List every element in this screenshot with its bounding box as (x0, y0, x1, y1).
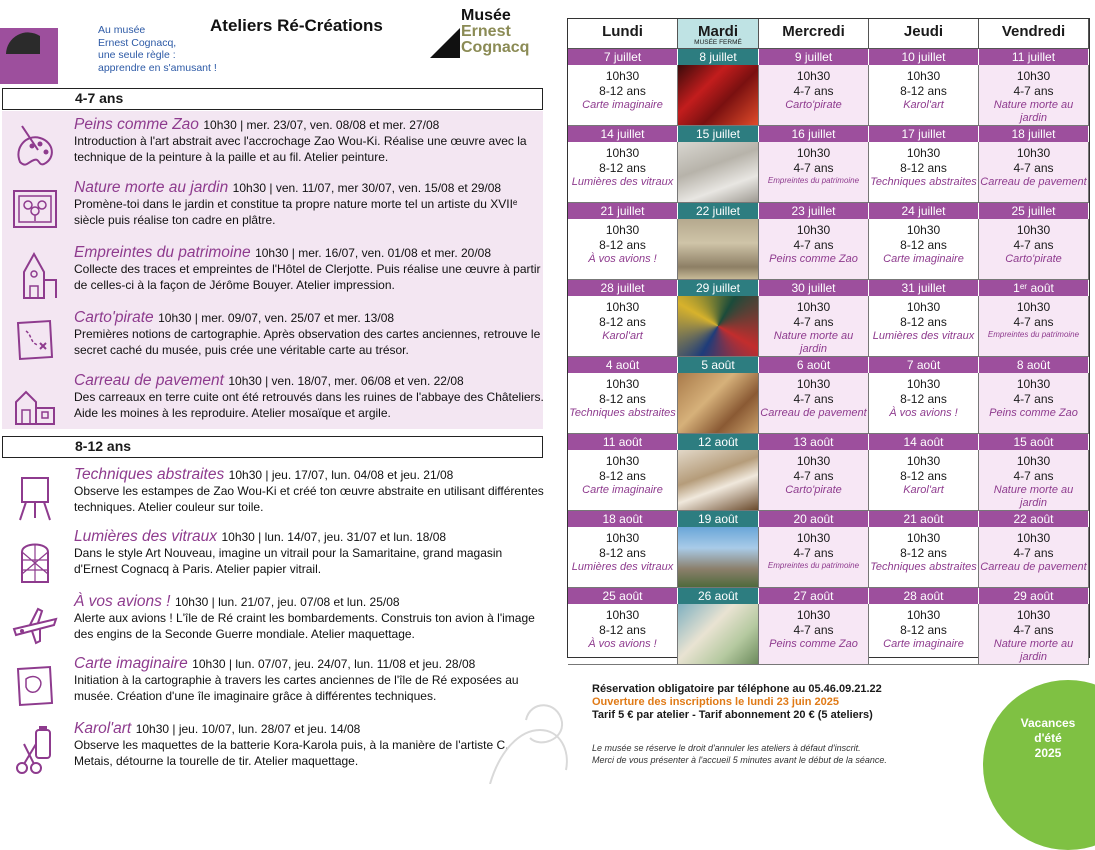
slot-time: 10h30 (1016, 300, 1051, 314)
slot-time: 10h30 (605, 531, 640, 545)
date-cell: 23 juillet (759, 203, 869, 219)
schedule-slot (568, 527, 678, 588)
date-cell: 22 juillet (678, 203, 759, 219)
badge-line: Vacances (1020, 716, 1076, 730)
schedule-slot (869, 65, 979, 126)
calendar-table (567, 18, 1090, 663)
workshop-entry (74, 372, 544, 421)
date-cell: 5 août (678, 357, 759, 373)
slot-activity: Nature morte au jardin (993, 99, 1074, 124)
workshop-schedule: 10h30 | lun. 21/07, jeu. 07/08 et lun. 25/08 (174, 595, 400, 609)
schedule-slot (869, 373, 979, 434)
page-title: Ateliers Ré-Créations (210, 16, 383, 35)
workshop-description: Promène-toi dans le jardin et constitue ta propre nature morte tel un artiste du XVIIᵉ siècle puis réalise ton cadre en plâtre. (74, 197, 518, 227)
date-cell: 25 août (568, 588, 678, 604)
workshop-entry (74, 593, 544, 642)
notes (592, 742, 887, 766)
date-cell: 18 août (568, 511, 678, 527)
date-cell: 16 juillet (759, 126, 869, 142)
day-header-vendredi (979, 19, 1089, 49)
section-header-4-7: 4-7 ans (2, 88, 543, 110)
schedule-slot (869, 450, 979, 511)
schedule-slot (979, 604, 1089, 665)
date-cell: 24 juillet (869, 203, 979, 219)
schedule-slot (759, 142, 869, 203)
schedule-slot (869, 142, 979, 203)
slot-time: 10h30 (605, 146, 640, 160)
workshop-photo (678, 450, 759, 511)
tagline-line: apprendre en s'amusant ! (98, 61, 217, 74)
date-cell: 19 août (678, 511, 759, 527)
date-cell: 31 juillet (869, 280, 979, 296)
slot-activity: Lumières des vitraux (872, 330, 975, 342)
registration-opening: Ouverture des inscriptions le lundi 23 juin 2025 (592, 696, 839, 708)
slot-time: 10h30 (796, 146, 831, 160)
workshop-entry (74, 528, 544, 577)
day-label: Mercredi (782, 23, 845, 40)
workshop-schedule: 10h30 | mer. 16/07, ven. 01/08 et mer. 20/08 (255, 246, 492, 260)
slot-age: 4-7 ans (793, 84, 834, 98)
slot-activity: À vos avions ! (588, 638, 657, 650)
schedule-slot (568, 65, 678, 126)
slot-time: 10h30 (605, 608, 640, 622)
day-header-lundi (568, 19, 678, 49)
slot-age: 4-7 ans (793, 469, 834, 483)
tagline-line: Ernest Cognacq, (98, 36, 177, 49)
date-cell: 8 juillet (678, 49, 759, 65)
slot-age: 8-12 ans (599, 238, 646, 252)
date-cell: 29 juillet (678, 280, 759, 296)
date-cell: 18 juillet (979, 126, 1089, 142)
schedule-slot (979, 527, 1089, 588)
date-cell: 6 août (759, 357, 869, 373)
date-cell: 11 juillet (979, 49, 1089, 65)
slot-age: 4-7 ans (793, 623, 834, 637)
slot-time: 10h30 (906, 531, 941, 545)
slot-activity: Karol'art (903, 99, 944, 111)
portrait-sketch-icon (470, 690, 580, 784)
schedule-slot (759, 373, 869, 434)
schedule-slot (979, 296, 1089, 357)
schedule-slot (979, 142, 1089, 203)
slot-age: 4-7 ans (793, 546, 834, 560)
slot-time: 10h30 (796, 300, 831, 314)
slot-time: 10h30 (796, 608, 831, 622)
slot-age: 8-12 ans (599, 469, 646, 483)
slot-age: 8-12 ans (900, 546, 947, 560)
slot-activity: Empreintes du patrimoine (767, 561, 860, 570)
workshop-schedule: 10h30 | mer. 23/07, ven. 08/08 et mer. 27/08 (203, 118, 440, 132)
date-cell: 13 août (759, 434, 869, 450)
slot-time: 10h30 (796, 69, 831, 83)
workshop-photo (678, 219, 759, 280)
abbey-icon (10, 378, 60, 428)
workshop-description: Alerte aux avions ! L'île de Ré craint les bombardements. Construis ton avion à l'image des engins de la Seconde Guerre mondiale. Atelier maquettage. (74, 611, 535, 641)
slot-time: 10h30 (906, 223, 941, 237)
date-cell: 27 août (759, 588, 869, 604)
logo-line: Cognacq (461, 39, 530, 56)
slot-activity: Empreintes du patrimoine (767, 176, 860, 185)
slot-age: 4-7 ans (1013, 315, 1054, 329)
slot-time: 10h30 (1016, 69, 1051, 83)
workshop-description: Des carreaux en terre cuite ont été retrouvés dans les ruines de l'abbaye des Châteliers. Aide les moines à les reproduire. Atelier mosaïque et argile. (74, 390, 544, 420)
palette-icon (10, 122, 60, 172)
slot-activity: Techniques abstraites (870, 176, 977, 188)
slot-time: 10h30 (796, 531, 831, 545)
slot-age: 4-7 ans (1013, 546, 1054, 560)
workshop-photo (678, 604, 759, 665)
flowers-frame-icon (10, 185, 60, 235)
slot-time: 10h30 (1016, 608, 1051, 622)
slot-activity: Empreintes du patrimoine (987, 330, 1080, 339)
schedule-slot (759, 219, 869, 280)
schedule-slot (568, 296, 678, 357)
slot-time: 10h30 (605, 300, 640, 314)
slot-time: 10h30 (1016, 531, 1051, 545)
day-header-mercredi (759, 19, 869, 49)
slot-age: 8-12 ans (599, 315, 646, 329)
museum-logo-icon (428, 26, 462, 60)
workshop-title: Nature morte au jardin (74, 179, 229, 196)
workshop-photo (678, 373, 759, 434)
workshop-schedule: 10h30 | lun. 07/07, jeu. 24/07, lun. 11/08 et jeu. 28/08 (192, 657, 476, 671)
date-cell: 20 août (759, 511, 869, 527)
date-cell: 21 août (869, 511, 979, 527)
slot-age: 8-12 ans (599, 161, 646, 175)
date-cell: 14 août (869, 434, 979, 450)
date-cell: 11 août (568, 434, 678, 450)
schedule-slot (568, 373, 678, 434)
tagline-line: Au musée (98, 24, 146, 36)
slot-time: 10h30 (906, 377, 941, 391)
schedule-slot (759, 527, 869, 588)
slot-age: 8-12 ans (900, 469, 947, 483)
schedule-slot (759, 65, 869, 126)
slot-activity: Carte imaginaire (883, 638, 964, 650)
slot-activity: Karol'art (602, 330, 643, 342)
slot-age: 8-12 ans (900, 161, 947, 175)
workshop-entry (74, 244, 544, 293)
treasure-map-icon (10, 315, 60, 365)
workshop-title: Carto'pirate (74, 309, 154, 326)
slot-age: 4-7 ans (1013, 84, 1054, 98)
badge-line: 2025 (1034, 746, 1062, 760)
slot-time: 10h30 (906, 608, 941, 622)
easel-icon (10, 472, 60, 522)
reservation-info (592, 683, 882, 722)
slot-age: 8-12 ans (900, 392, 947, 406)
slot-activity: Carte imaginaire (883, 253, 964, 265)
summer-badge-text (1013, 716, 1083, 761)
workshop-schedule: 10h30 | jeu. 17/07, lun. 04/08 et jeu. 21/08 (228, 468, 454, 482)
slot-time: 10h30 (1016, 223, 1051, 237)
museum-logo (461, 8, 529, 56)
slot-activity: Techniques abstraites (569, 407, 676, 419)
date-cell: 30 juillet (759, 280, 869, 296)
slot-activity: Carreau de pavement (760, 407, 867, 419)
note-line: Le musée se réserve le droit d'annuler les ateliers à défaut d'inscrit. (592, 743, 861, 753)
workshop-schedule: 10h30 | ven. 11/07, mer 30/07, ven. 15/08 et 29/08 (232, 181, 502, 195)
workshop-title: Empreintes du patrimoine (74, 244, 251, 261)
workshop-schedule: 10h30 | ven. 18/07, mer. 06/08 et ven. 22/08 (228, 374, 464, 388)
schedule-slot (979, 65, 1089, 126)
slot-age: 4-7 ans (1013, 161, 1054, 175)
date-cell: 8 août (979, 357, 1089, 373)
date-cell: 15 juillet (678, 126, 759, 142)
slot-age: 8-12 ans (900, 623, 947, 637)
closed-note: MUSÉE FERMÉ (694, 39, 742, 46)
slot-activity: Lumières des vitraux (571, 176, 674, 188)
day-header-jeudi (869, 19, 979, 49)
island-map-icon (10, 661, 60, 711)
slot-time: 10h30 (605, 223, 640, 237)
slot-activity: À vos avions ! (889, 407, 958, 419)
schedule-slot (869, 296, 979, 357)
slot-time: 10h30 (906, 300, 941, 314)
date-cell: 28 juillet (568, 280, 678, 296)
slot-activity: Nature morte au jardin (773, 330, 854, 355)
workshop-schedule: 10h30 | lun. 14/07, jeu. 31/07 et lun. 18/08 (221, 530, 447, 544)
slot-time: 10h30 (605, 454, 640, 468)
slot-age: 4-7 ans (1013, 238, 1054, 252)
summer-badge (983, 680, 1095, 850)
slot-activity: Karol'art (903, 484, 944, 496)
slot-activity: Carte imaginaire (582, 99, 663, 111)
date-cell: 12 août (678, 434, 759, 450)
workshop-entry (74, 309, 544, 358)
corner-decoration (0, 26, 60, 84)
workshop-photo (678, 527, 759, 588)
workshop-description: Dans le style Art Nouveau, imagine un vitrail pour la Samaritaine, grand magasin d'Ernest Cognacq à Paris. Atelier papier vitrail. (74, 546, 503, 576)
date-cell: 29 août (979, 588, 1089, 604)
reservation-phone: Réservation obligatoire par téléphone au 05.46.09.21.22 (592, 683, 882, 695)
slot-activity: Nature morte au jardin (993, 484, 1074, 509)
slot-time: 10h30 (605, 69, 640, 83)
date-cell: 15 août (979, 434, 1089, 450)
slot-activity: Peins comme Zao (989, 407, 1078, 419)
slot-age: 4-7 ans (793, 392, 834, 406)
slot-time: 10h30 (906, 69, 941, 83)
stained-glass-icon (10, 534, 60, 584)
slot-age: 4-7 ans (1013, 623, 1054, 637)
workshop-description: Observe les maquettes de la batterie Kora-Karola puis, à la manière de l'artiste C. Metais, détourne la tourelle de tir. Atelier maquettage. (74, 738, 509, 768)
slot-activity: Carte imaginaire (582, 484, 663, 496)
workshop-entry (74, 466, 544, 515)
slot-time: 10h30 (796, 454, 831, 468)
schedule-slot (979, 219, 1089, 280)
slot-age: 4-7 ans (793, 238, 834, 252)
date-cell: 21 juillet (568, 203, 678, 219)
workshop-description: Initiation à la cartographie à travers les cartes anciennes de l'île de Ré exposées au musée. Création d'une île imaginaire grâce à différentes techniques. (74, 673, 519, 703)
workshop-title: Peins comme Zao (74, 116, 199, 133)
slot-activity: Techniques abstraites (870, 561, 977, 573)
schedule-slot (759, 450, 869, 511)
date-cell: 17 juillet (869, 126, 979, 142)
slot-age: 4-7 ans (793, 315, 834, 329)
workshop-entry (74, 116, 544, 165)
date-cell: 10 juillet (869, 49, 979, 65)
airplane-icon (10, 599, 60, 649)
date-cell: 7 août (869, 357, 979, 373)
date-cell: 9 juillet (759, 49, 869, 65)
slot-activity: Carto'pirate (785, 99, 842, 111)
church-icon (10, 250, 60, 300)
slot-time: 10h30 (906, 454, 941, 468)
slot-age: 8-12 ans (599, 623, 646, 637)
slot-time: 10h30 (1016, 146, 1051, 160)
schedule-slot (759, 604, 869, 665)
workshop-schedule: 10h30 | mer. 09/07, ven. 25/07 et mer. 13/08 (158, 311, 395, 325)
slot-activity: Carto'pirate (1005, 253, 1062, 265)
schedule-slot (869, 604, 979, 665)
note-line: Merci de vous présenter à l'accueil 5 minutes avant le début de la séance. (592, 755, 887, 765)
slot-age: 4-7 ans (793, 161, 834, 175)
schedule-slot (869, 219, 979, 280)
workshop-description: Premières notions de cartographie. Après observation des cartes anciennes, retrouve le secret caché du musée, puis crée une véritable carte au trésor. (74, 327, 541, 357)
date-cell: 1ᵉʳ août (979, 280, 1089, 296)
workshop-photo (678, 142, 759, 203)
day-label: Lundi (602, 23, 643, 40)
slot-activity: Carreau de pavement (980, 176, 1087, 188)
pricing: Tarif 5 € par atelier - Tarif abonnement 20 € (5 ateliers) (592, 709, 873, 721)
workshop-title: Techniques abstraites (74, 466, 225, 483)
workshop-description: Observe les estampes de Zao Wou-Ki et créé ton œuvre abstraite en utilisant différentes techniques. Atelier couleur sur toile. (74, 484, 544, 514)
workshop-title: Carte imaginaire (74, 655, 188, 672)
schedule-slot (759, 296, 869, 357)
date-cell: 4 août (568, 357, 678, 373)
workshop-title: Carreau de pavement (74, 372, 224, 389)
workshop-title: Karol'art (74, 720, 132, 737)
workshop-schedule: 10h30 | jeu. 10/07, lun. 28/07 et jeu. 14/08 (135, 722, 361, 736)
tagline-line: une seule règle : (98, 49, 176, 61)
logo-line: Ernest (461, 23, 511, 40)
scissors-glue-icon (10, 726, 60, 776)
slot-age: 8-12 ans (599, 392, 646, 406)
workshop-photo (678, 296, 759, 357)
slot-age: 4-7 ans (1013, 469, 1054, 483)
slot-activity: Nature morte au jardin (993, 638, 1074, 663)
schedule-slot (568, 450, 678, 511)
date-cell: 28 août (869, 588, 979, 604)
day-header-mardi (678, 19, 759, 49)
slot-age: 8-12 ans (900, 84, 947, 98)
slot-age: 8-12 ans (900, 238, 947, 252)
date-cell: 14 juillet (568, 126, 678, 142)
badge-line: d'été (1034, 731, 1062, 745)
slot-activity: Carreau de pavement (980, 561, 1087, 573)
slot-time: 10h30 (1016, 377, 1051, 391)
slot-time: 10h30 (796, 377, 831, 391)
slot-time: 10h30 (1016, 454, 1051, 468)
slot-activity: Lumières des vitraux (571, 561, 674, 573)
slot-age: 8-12 ans (900, 315, 947, 329)
slot-activity: Peins comme Zao (769, 253, 858, 265)
slot-time: 10h30 (906, 146, 941, 160)
schedule-slot (568, 219, 678, 280)
day-label: Vendredi (1001, 23, 1066, 40)
schedule-slot (979, 450, 1089, 511)
workshop-title: Lumières des vitraux (74, 528, 218, 545)
day-label: Mardi (697, 23, 738, 40)
date-cell: 25 juillet (979, 203, 1089, 219)
schedule-slot (568, 142, 678, 203)
date-cell: 22 août (979, 511, 1089, 527)
schedule-slot (979, 373, 1089, 434)
slot-age: 4-7 ans (1013, 392, 1054, 406)
slot-activity: Carto'pirate (785, 484, 842, 496)
day-label: Jeudi (903, 23, 944, 40)
slot-age: 8-12 ans (599, 546, 646, 560)
workshop-description: Introduction à l'art abstrait avec l'accrochage Zao Wou-Ki. Réalise une œuvre avec la technique de la peinture à la paille et au fil. Atelier peinture. (74, 134, 527, 164)
date-cell: 26 août (678, 588, 759, 604)
workshop-entry (74, 179, 544, 228)
workshop-photo (678, 65, 759, 126)
section-header-8-12: 8-12 ans (2, 436, 543, 458)
date-cell: 7 juillet (568, 49, 678, 65)
slot-time: 10h30 (605, 377, 640, 391)
slot-time: 10h30 (796, 223, 831, 237)
slot-activity: Peins comme Zao (769, 638, 858, 650)
schedule-slot (568, 604, 678, 665)
workshop-description: Collecte des traces et empreintes de l'Hôtel de Clerjotte. Puis réalise une œuvre à partir de celles-ci à la façon de Jérôme Bouyer. Atelier impression. (74, 262, 541, 292)
slot-activity: À vos avions ! (588, 253, 657, 265)
workshop-title: À vos avions ! (74, 593, 171, 610)
schedule-slot (869, 527, 979, 588)
logo-line: Musée (461, 7, 511, 24)
slot-age: 8-12 ans (599, 84, 646, 98)
